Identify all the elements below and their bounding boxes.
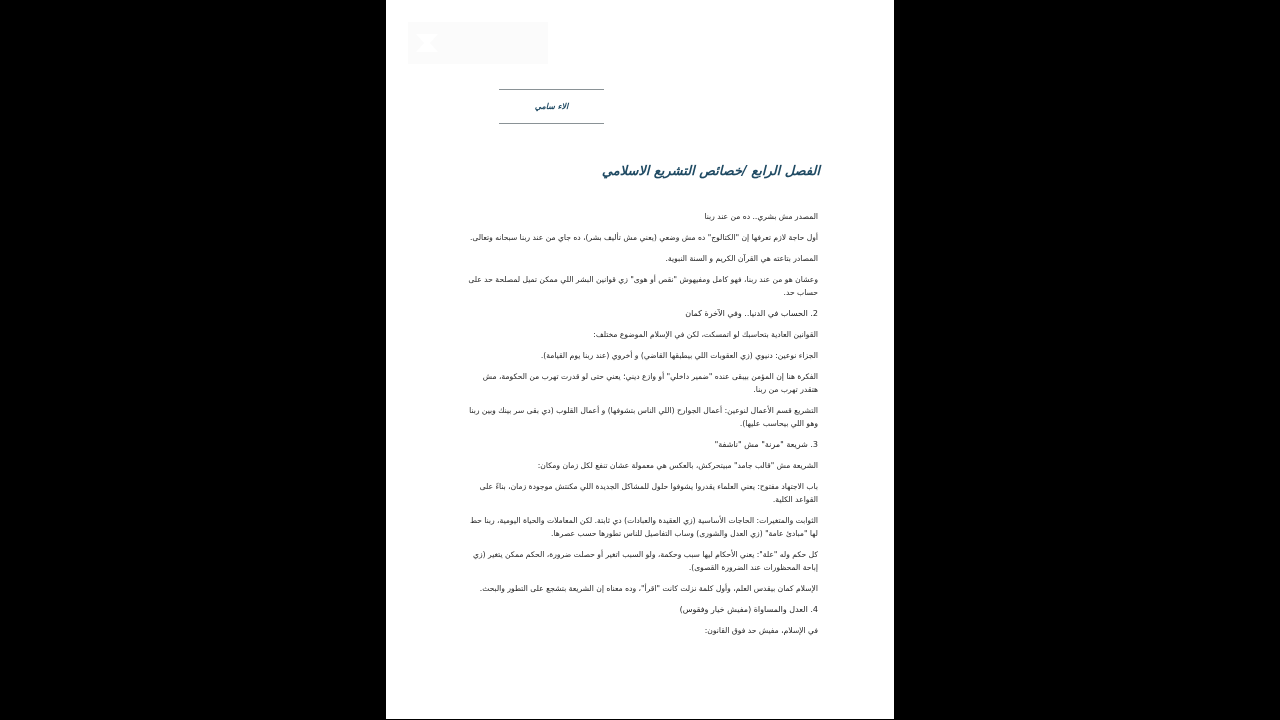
paragraph: وعشان هو من عند ربنا، فهو كامل ومفيهوش "نقص أو هوى" زي قوانين البشر اللي ممكن تميل لمصلحة حد على حساب حد. bbox=[468, 275, 818, 297]
paragraph: الجزاء نوعين: دنيوي (زي العقوبات اللي بيطبقها القاضي) و أخروي (عند ربنا يوم القيامة). bbox=[540, 351, 818, 360]
paragraph: الثوابت والمتغيرات: الحاجات الأساسية (زي العقيدة والعبادات) دي ثابتة. لكن المعاملات والحياة اليومية، ربنا حط لها "مبادئ عامة" (زي العدل والشورى) وساب التفاصيل للناس تطورها حسب عصرها. bbox=[469, 516, 818, 538]
author-box bbox=[499, 89, 604, 124]
paragraph: الشريعة مش "قالب جامد" مبيتحركش، بالعكس هي معمولة عشان تنفع لكل زمان ومكان: bbox=[537, 461, 818, 470]
paragraph: كل حكم وله "علة": يعني الأحكام ليها سبب وحكمة، ولو السبب اتغير أو حصلت ضرورة، الحكم ممكن يتغير (زي إباحة المحظورات عند الضرورة القصوى). bbox=[473, 550, 818, 572]
section-heading: 4. العدل والمساواة (مفيش خيار وفقوس) bbox=[679, 605, 818, 614]
watermark-logo bbox=[408, 22, 548, 64]
paragraph: باب الاجتهاد مفتوح: يعني العلماء يقدروا يشوفوا حلول للمشاكل الجديدة اللي مكنتش موجودة زمان، بناءً على القواعد الكلية. bbox=[479, 482, 818, 504]
author-name: الاء سامي bbox=[534, 102, 569, 111]
document-page bbox=[386, 0, 894, 719]
paragraph: الإسلام كمان بيقدس العلم، وأول كلمة نزلت كانت "اقرأ"، وده معناه إن الشريعة بتشجع على التطور والبحث. bbox=[479, 584, 818, 593]
paragraph: المصادر بتاعته هي القرآن الكريم و السنة النبوية. bbox=[665, 254, 818, 263]
logo-icon bbox=[408, 22, 548, 64]
section-heading: 2. الحساب في الدنيا.. وفي الآخرة كمان bbox=[685, 309, 818, 318]
paragraph: في الإسلام، مفيش حد فوق القانون: bbox=[704, 626, 818, 635]
chapter-title: الفصل الرابع /خصائص التشريع الاسلامي bbox=[601, 164, 820, 179]
paragraph: أول حاجة لازم تعرفها إن "الكتالوج" ده مش وضعي (يعني مش تأليف بشر)، ده جاي من عند ربنا سبحانه وتعالى. bbox=[469, 233, 818, 242]
paragraph: القوانين العادية بتحاسبك لو اتمسكت، لكن في الإسلام الموضوع مختلف: bbox=[593, 330, 818, 339]
section-heading: 3. شريعة "مرنة" مش "ناشفة" bbox=[714, 440, 818, 449]
paragraph: المصدر مش بشري.. ده من عند ربنا bbox=[704, 212, 818, 221]
paragraph: الفكرة هنا إن المؤمن بيبقى عنده "ضمير داخلي" أو وازع ديني؛ يعني حتى لو قدرت تهرب من الحكومة، مش هتقدر تهرب من ربنا. bbox=[482, 372, 818, 394]
document-body bbox=[468, 210, 818, 645]
paragraph: التشريع قسم الأعمال لنوعين: أعمال الجوارح (اللي الناس بتشوفها) و أعمال القلوب (دي بقى سر بينك وبين ربنا وهو اللي بيحاسب عليها). bbox=[469, 406, 818, 428]
